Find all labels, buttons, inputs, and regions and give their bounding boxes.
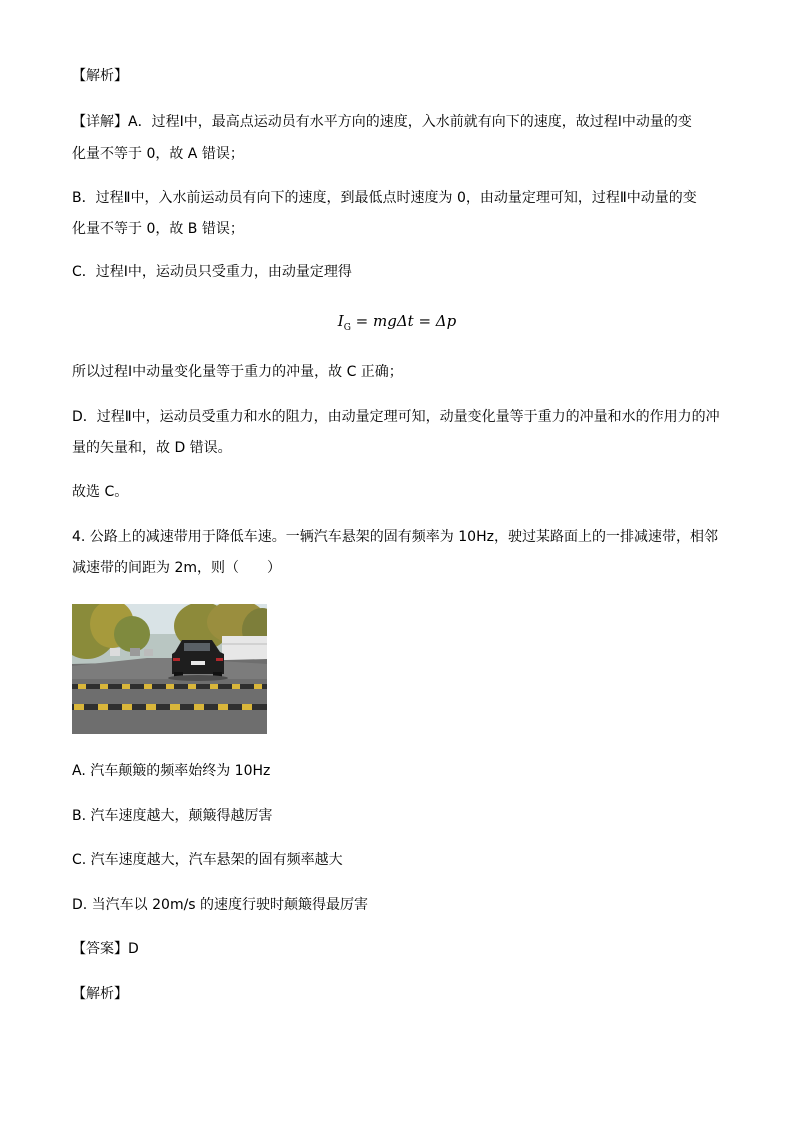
answer-label: 【答案】D (72, 941, 139, 957)
formula-lhs-subscript: G (343, 323, 351, 333)
option-b: B. 汽车速度越大，颠簸得越厉害 (72, 808, 273, 824)
question-4-stem-line1: 4. 公路上的减速带用于降低车速。一辆汽车悬架的固有频率为 10Hz，驶过某路面上的一排减速带，相邻 (72, 529, 718, 545)
analysis-heading-2: 【解析】 (72, 986, 128, 1002)
option-a: A. 汽车颠簸的频率始终为 10Hz (72, 763, 271, 779)
question-4-stem-line2: 减速带的间距为 2m，则（ ） (72, 560, 281, 576)
impulse-formula (0, 311, 794, 338)
detail-option-d-line2: 量的矢量和，故 D 错误。 (72, 440, 232, 456)
formula-rhs: = mgΔt = Δp (350, 312, 457, 330)
detail-option-b-line2: 化量不等于 0，故 B 错误； (72, 221, 244, 237)
detail-option-d-line1: D．过程Ⅱ中，运动员受重力和水的阻力，由动量定理可知，动量变化量等于重力的冲量和水的作用力的冲 (72, 409, 720, 425)
conclusion-text: 故选 C。 (72, 484, 129, 500)
detail-option-c-line1: C．过程Ⅰ中，运动员只受重力，由动量定理得 (72, 264, 352, 280)
analysis-heading: 【解析】 (72, 68, 128, 84)
formula-lhs-symbol: I (337, 312, 344, 330)
option-c: C. 汽车速度越大，汽车悬架的固有频率越大 (72, 852, 343, 868)
detail-option-a-line1: 【详解】A．过程Ⅰ中，最高点运动员有水平方向的速度，入水前就有向下的速度，故过程Ⅰ中动量的变 (72, 114, 692, 130)
option-d: D. 当汽车以 20m/s 的速度行驶时颠簸得最厉害 (72, 897, 369, 913)
detail-option-c-line2: 所以过程Ⅰ中动量变化量等于重力的冲量，故 C 正确； (72, 364, 403, 380)
speed-bump-photo-illustration (72, 604, 267, 734)
detail-option-b-line1: B．过程Ⅱ中，入水前运动员有向下的速度，到最低点时速度为 0，由动量定理可知，过程Ⅱ中动量的变 (72, 190, 697, 206)
detail-option-a-line2: 化量不等于 0，故 A 错误； (72, 146, 244, 162)
speed-bump-photo (72, 604, 267, 734)
